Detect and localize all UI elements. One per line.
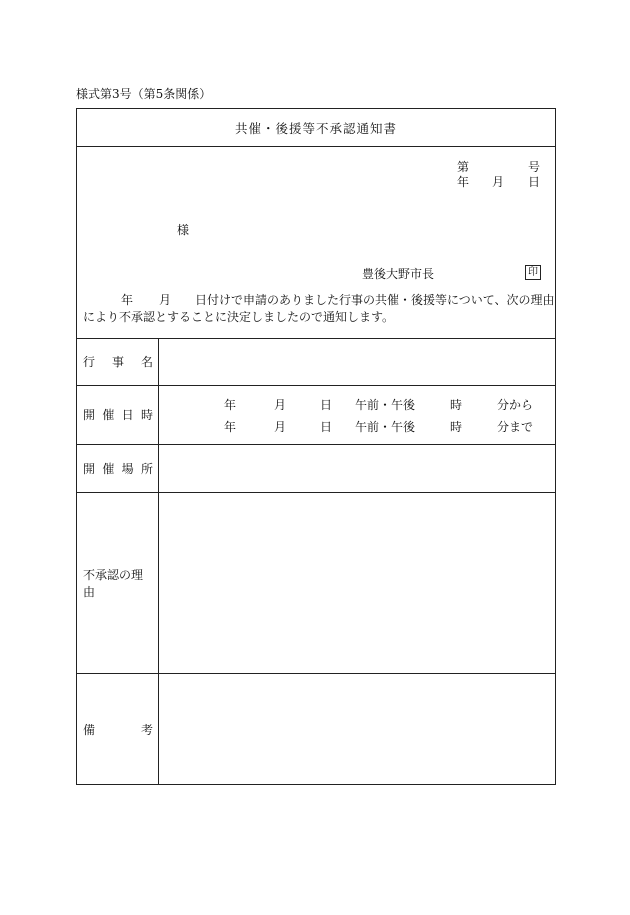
event-name-row [77, 338, 555, 386]
event-datetime-label: 開 催 日 時 [77, 385, 159, 444]
reason-label: 不承認の理由 [77, 492, 159, 673]
event-datetime-fields [159, 385, 555, 444]
form-title-row [77, 109, 555, 147]
event-name-label: 行 事 名 [77, 338, 159, 385]
body-text-line2: により不承認とすることに決定しましたので通知します。 [83, 310, 395, 324]
remarks-label: 備 考 [77, 673, 159, 785]
form-title: 共催・後援等不承認通知書 [234, 120, 397, 136]
letter-section [77, 146, 555, 339]
date-day-label: 日 [528, 175, 541, 189]
venue-row [77, 444, 555, 493]
body-year-label: 年 [121, 293, 134, 307]
datetime-end-line: 年 月 日 午前・午後 時 分まで [224, 420, 534, 434]
body-text-line1: 日付けで申請のありました行事の共催・後援等について、次の理由 [195, 293, 555, 307]
form-number-caption: 様式第3号（第5条関係） [76, 87, 212, 101]
number-suffix: 号 [528, 160, 541, 174]
sender-name: 豊後大野市長 [362, 267, 435, 281]
body-month-label: 月 [159, 293, 172, 307]
seal-mark: 印 [525, 265, 541, 280]
notice-body [83, 292, 555, 326]
datetime-start-line: 年 月 日 午前・午後 時 分から [224, 398, 534, 412]
reason-row [77, 492, 555, 674]
remarks-row [77, 673, 555, 785]
number-prefix: 第 [457, 160, 470, 174]
event-datetime-row [77, 385, 555, 445]
notice-form [76, 108, 556, 785]
venue-label: 開 催 場 所 [77, 444, 159, 492]
date-year-label: 年 [457, 175, 470, 189]
date-month-label: 月 [492, 175, 505, 189]
addressee-suffix: 様 [177, 223, 190, 237]
